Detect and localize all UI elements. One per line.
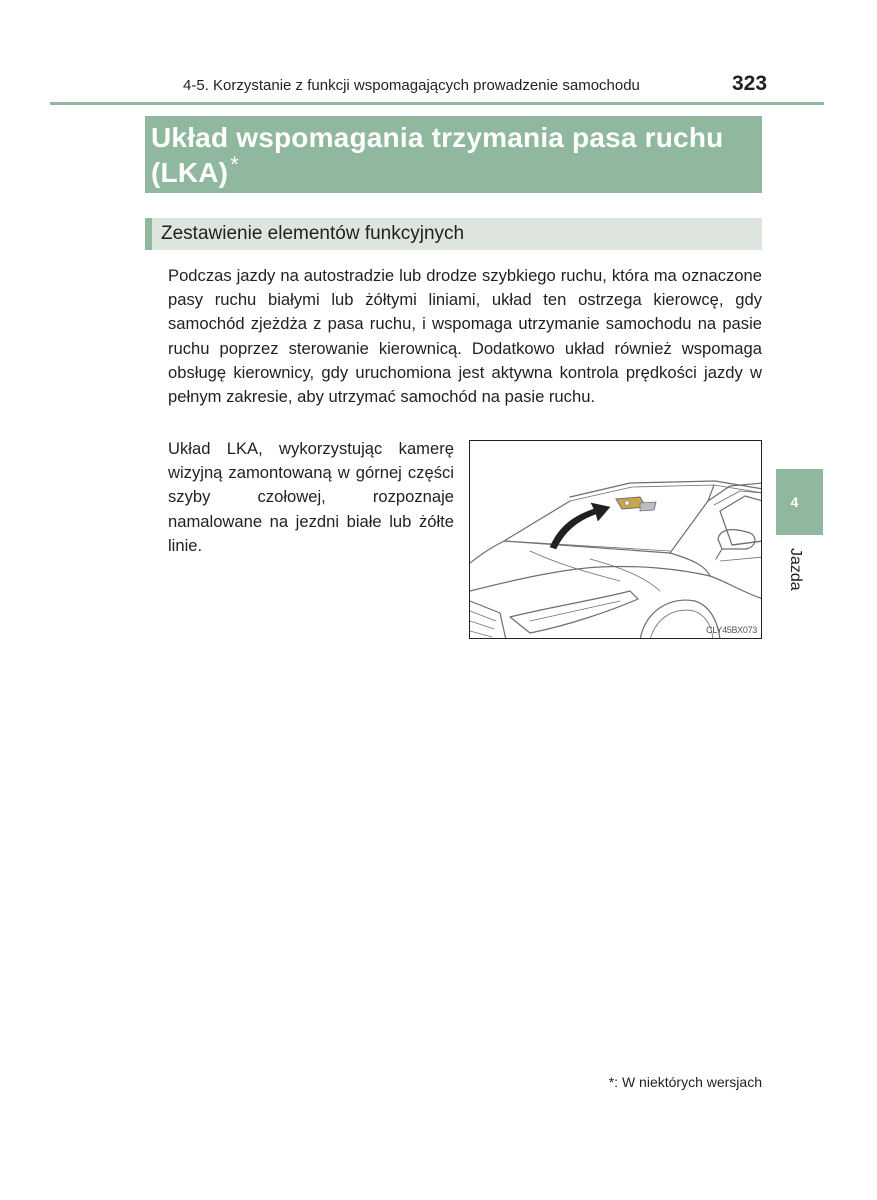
title-band [145,116,762,193]
subheading-marker [145,218,152,250]
page-title-text: Układ wspomagania trzymania pasa ruchu (LKA) [151,122,724,188]
chapter-tab[interactable] [776,469,823,535]
page-title [151,120,755,190]
body-paragraph-2: Układ LKA, wykorzystując kamerę wizyjną zamontowaną w górnej części szyby czołowej, rozpoznaje namalowane na jezdni białe lub żółte linie. [168,439,454,555]
figure-code: CLY45BX073 [706,625,757,635]
subheading: Zestawienie elementów funkcyjnych [161,223,465,244]
chapter-number: 4 [790,494,799,510]
car-windshield-camera-illustration [470,441,762,639]
running-header: 4-5. Korzystanie z funkcji wspomagających prowadzenie samochodu [183,77,640,94]
footnote: *: W niektórych wersjach [608,1074,762,1090]
chapter-label: Jazda [787,548,804,591]
header-rule [50,102,824,105]
subheading-band [145,218,762,250]
title-asterisk: * [230,151,239,177]
page-number: 323 [732,72,768,95]
figure-car-camera [469,440,762,639]
body-paragraph-1: Podczas jazdy na autostradzie lub drodze szybkiego ruchu, która ma oznaczone pasy ruchu białymi lub żółtymi liniami, układ ten ostrzega kierowcę, gdy samochód zjeżdża z pasa ruchu, i wspomaga utrzymanie samochodu na pasie ruchu poprzez sterowanie kierownicą. Dodatkowo układ również wspomaga obsługę kierownicy, gdy uruchomiona jest aktywna kontrola prędkości jazdy w pełnym zakresie, aby utrzymać samochód na pasie ruchu. [168,266,762,407]
